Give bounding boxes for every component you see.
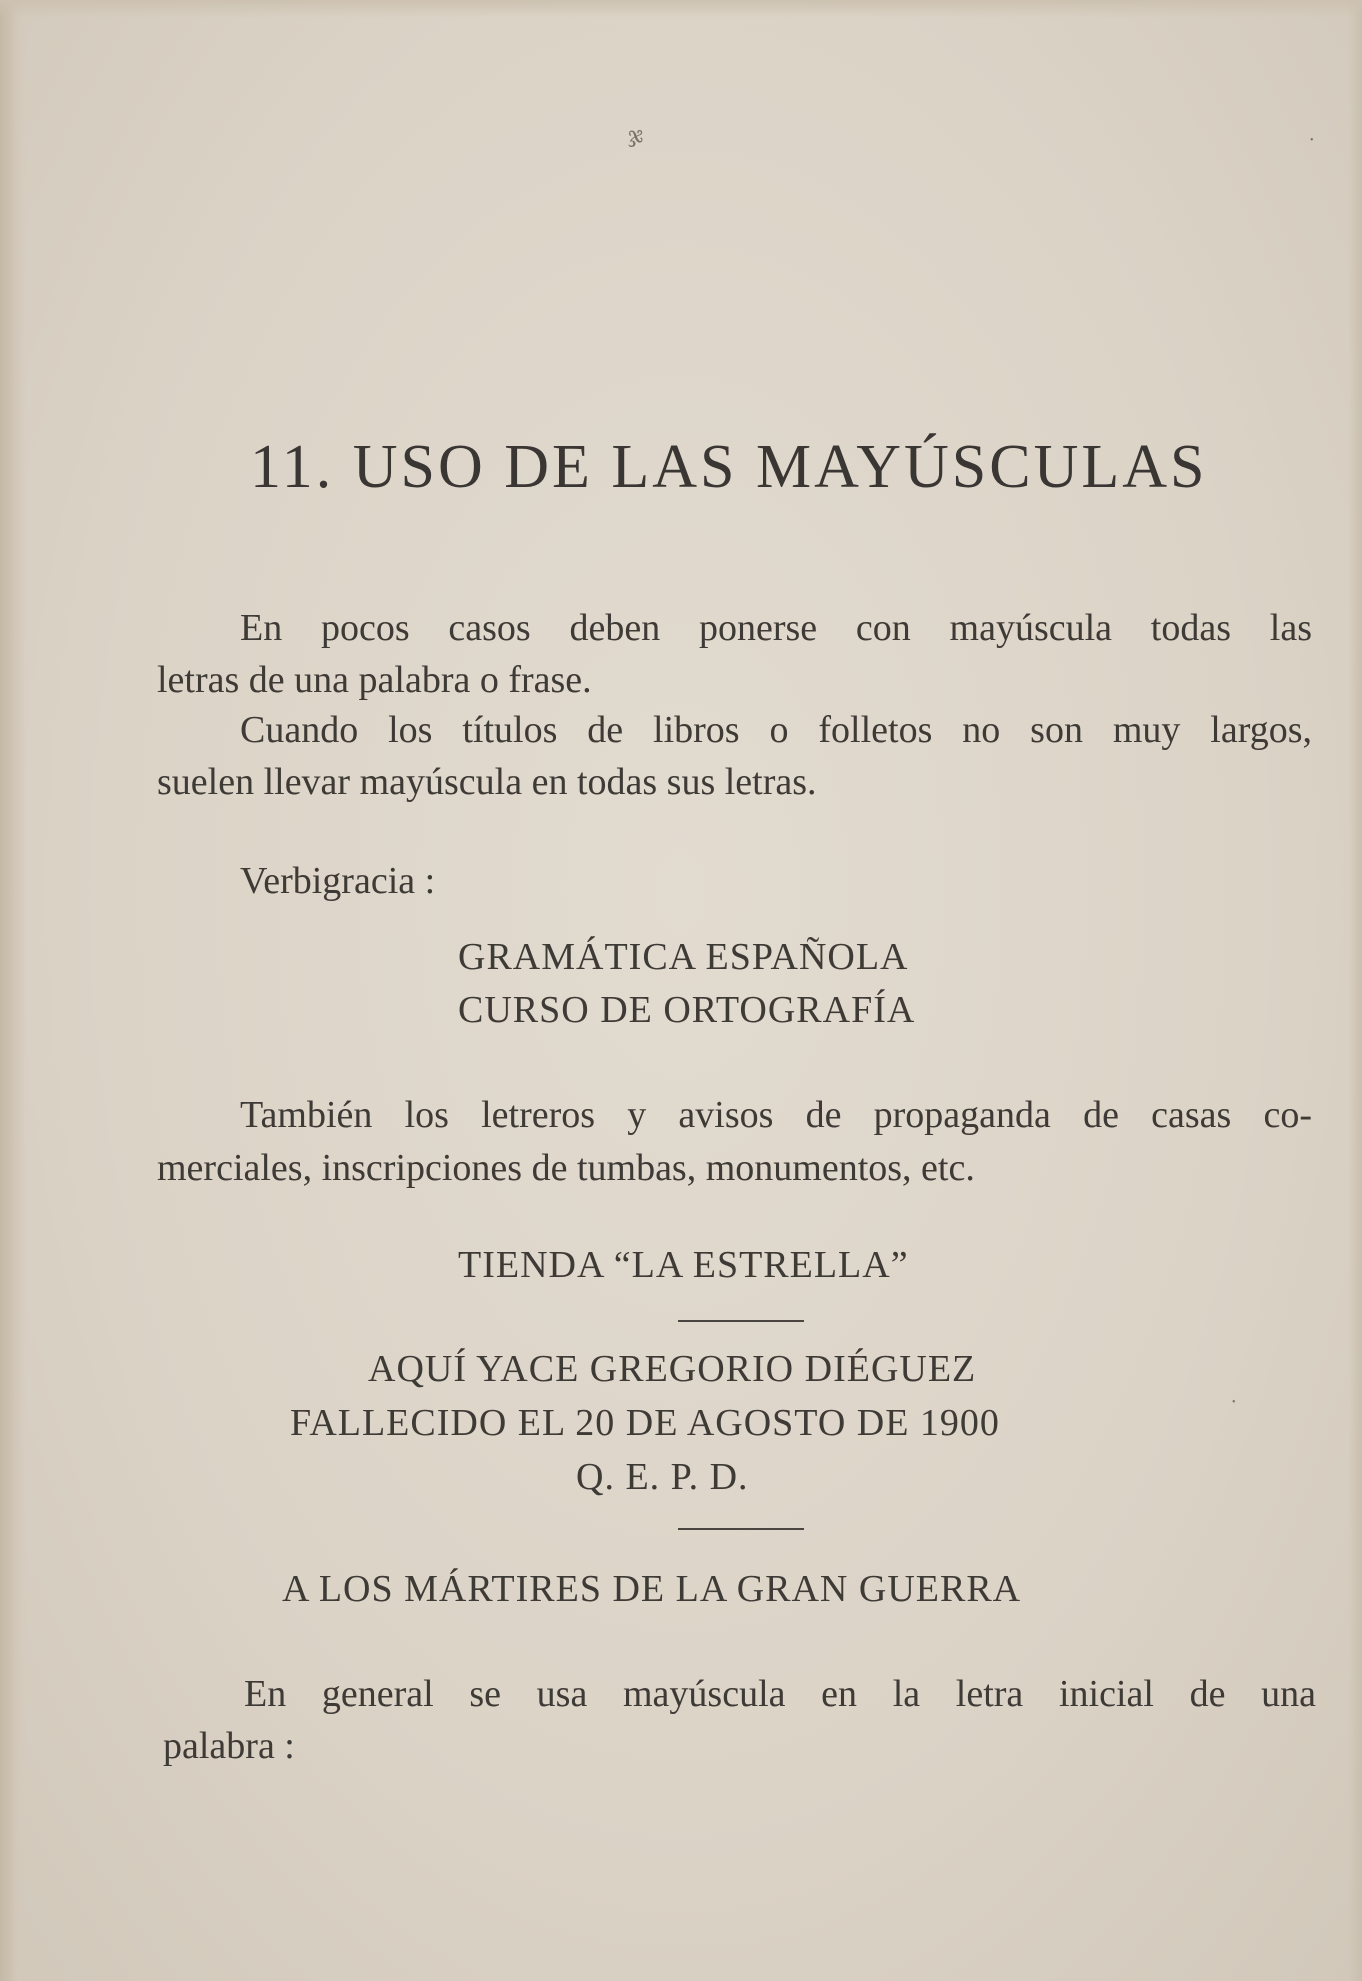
page-top-edge-shadow: [0, 0, 1362, 18]
ink-fleck: ჯ: [628, 122, 644, 147]
paragraph-2-line-1: Cuando los títulos de libros o folletos no son muy largos,: [240, 709, 1312, 751]
ink-fleck: •: [1232, 1397, 1236, 1408]
example-memorial: A LOS MÁRTIRES DE LA GRAN GUERRA: [282, 1568, 1022, 1610]
paragraph-3-line-1: También los letreros y avisos de propaganda de casas co-: [240, 1094, 1312, 1136]
verbigracia-label: Verbigracia :: [240, 860, 436, 902]
example-title-line-1: GRAMÁTICA ESPAÑOLA: [458, 936, 909, 978]
paragraph-4-line-2: palabra :: [163, 1725, 295, 1767]
divider-rule: [678, 1320, 804, 1322]
paragraph-2-line-2: suelen llevar mayúscula en todas sus letras.: [157, 761, 817, 803]
divider-rule: [678, 1528, 804, 1530]
paragraph-3-line-2: merciales, inscripciones de tumbas, monumentos, etc.: [157, 1147, 975, 1189]
example-shop-sign: TIENDA “LA ESTRELLA”: [458, 1244, 909, 1286]
example-epitaph-line-1: AQUÍ YACE GREGORIO DIÉGUEZ: [368, 1348, 977, 1390]
example-epitaph-line-2: FALLECIDO EL 20 DE AGOSTO DE 1900: [290, 1402, 1000, 1444]
paragraph-4-line-1: En general se usa mayúscula en la letra inicial de una: [244, 1673, 1316, 1715]
example-epitaph-line-3: Q. E. P. D.: [576, 1456, 749, 1498]
ink-fleck: •: [1310, 135, 1314, 146]
page-left-edge-shadow: [0, 0, 26, 1981]
section-heading: 11. USO DE LAS MAYÚSCULAS: [250, 433, 1208, 501]
example-title-line-2: CURSO DE ORTOGRAFÍA: [458, 989, 916, 1031]
paragraph-1-line-1: En pocos casos deben ponerse con mayúscula todas las: [240, 607, 1312, 649]
page-right-edge-shadow: [1348, 0, 1362, 1981]
paragraph-1-line-2: letras de una palabra o frase.: [157, 659, 592, 701]
